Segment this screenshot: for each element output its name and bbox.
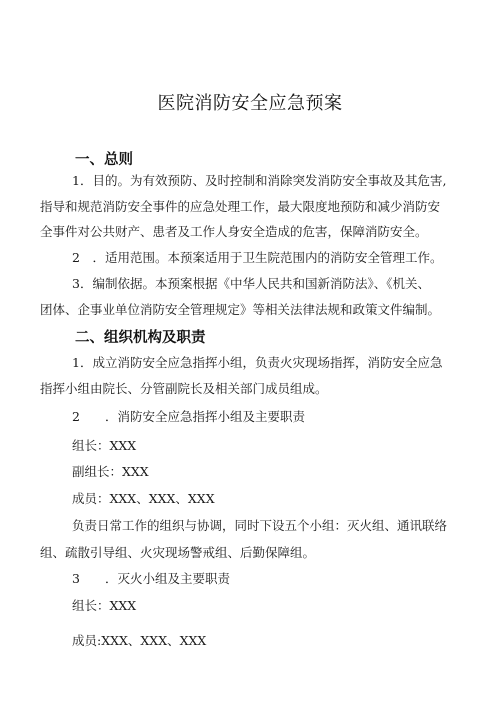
document-title: 医院消防安全应急预案 (157, 93, 343, 114)
paragraph-line: 2 ．消防安全应急指挥小组及主要职责 (72, 409, 305, 424)
paragraph-line: 3 ．灭火小组及主要职责 (72, 571, 230, 586)
paragraph-line: 副组长：XXX (72, 464, 149, 479)
paragraph-line: 全事件对公共财产、患者及工作人身安全造成的危害，保障消防安全。 (40, 224, 428, 239)
paragraph-line: 组、疏散引导组、火灾现场警戒组、后勤保障组。 (40, 545, 316, 560)
paragraph-line: 1．目的。为有效预防、及时控制和消除突发消防安全事故及其危害, (72, 173, 447, 188)
paragraph-line: 组长：XXX (72, 598, 137, 613)
paragraph-line: 成员：XXX、XXX、XXX (72, 491, 215, 506)
paragraph-line: 团体、企事业单位消防安全管理规定》等相关法律法规和政策文件编制。 (40, 302, 441, 317)
paragraph-line: 成员:XXX、XXX、XXX (72, 633, 207, 648)
paragraph-line: 1．成立消防安全应急指挥小组，负责火灾现场指挥，消防安全应急 (72, 355, 443, 370)
paragraph-line: 3．编制依据。本预案根据《中华人民共和国新消防法》、《机关、 (72, 276, 430, 291)
paragraph-line: 指导和规范消防安全事件的应急处理工作，最大限度地预防和减少消防安 (40, 199, 441, 214)
paragraph-line: 指挥小组由院长、分管副院长及相关部门成员组成。 (40, 381, 328, 396)
paragraph-line: 负责日常工作的组织与协调，同时下设五个小组：灭火组、通讯联络 (72, 518, 448, 533)
paragraph-line: 组长：XXX (72, 438, 137, 453)
paragraph-line: 2 ．适用范围。本预案适用于卫生院范围内的消防安全管理工作。 (72, 250, 443, 265)
section-heading-organization: 二、组织机构及职责 (75, 330, 206, 346)
section-heading-general: 一、总则 (75, 152, 133, 168)
